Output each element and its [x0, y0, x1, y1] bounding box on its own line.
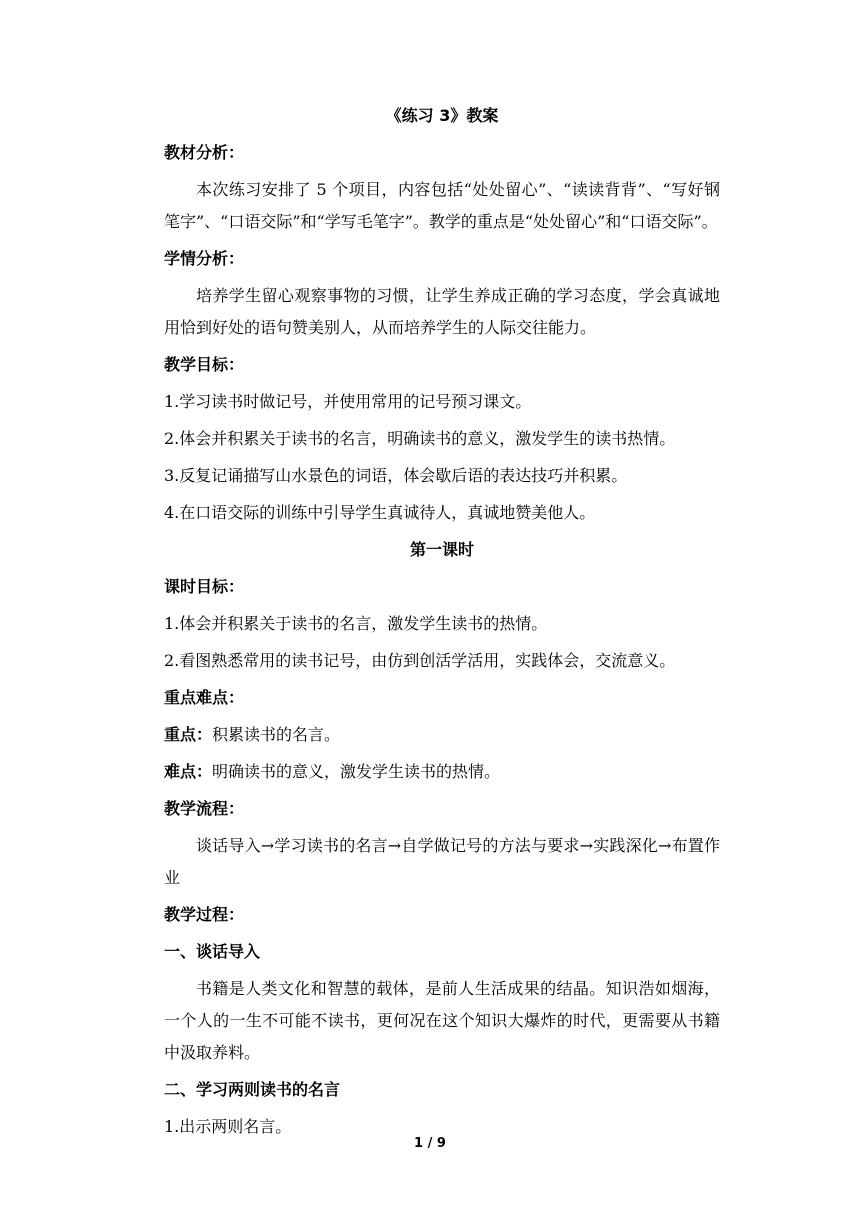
teaching-goal-item: 1.学习读书时做记号，并使用常用的记号预习课文。 — [164, 392, 532, 411]
lesson-goals-heading: 课时目标： — [164, 577, 245, 596]
difficulty-text: 明确读书的意义，激发学生读书的热情。 — [212, 762, 501, 781]
page-number: 1 / 9 — [414, 1136, 446, 1151]
key-difficulty-heading: 重点难点： — [164, 688, 245, 707]
step2-item: 1.出示两则名言。 — [164, 1117, 292, 1136]
difficulty-line — [164, 756, 720, 788]
lesson-goal-item: 2.看图熟悉常用的读书记号，由仿到创活学活用，实践体会，交流意义。 — [164, 651, 676, 670]
key-point-label: 重点： — [164, 725, 213, 744]
teaching-flow-text: 谈话导入→学习读书的名言→自学做记号的方法与要求→实践深化→布置作业 — [164, 836, 720, 887]
teaching-goal-item: 4.在口语交际的训练中引导学生真诚待人，真诚地赞美他人。 — [164, 503, 596, 522]
step1-text: 书籍是人类文化和智慧的载体，是前人生活成果的结晶。知识浩如烟海，一个人的一生不可能不读书，更何况在这个知识大爆炸的时代，更需要从书籍中汲取养料。 — [164, 979, 720, 1062]
teaching-goal-item: 3.反复记诵描写山水景色的词语，体会歇后语的表达技巧并积累。 — [164, 466, 628, 485]
document-title: 《练习 3》教案 — [385, 106, 499, 125]
key-point-line — [164, 719, 720, 751]
difficulty-label: 难点： — [164, 762, 213, 781]
teaching-process-heading: 教学过程： — [164, 905, 245, 924]
material-analysis-text: 本次练习安排了 5 个项目，内容包括“处处留心”、“读读背背”、“写好钢笔字”、“口语交际”和“学写毛笔字”。教学的重点是“处处留心”和“口语交际”。 — [164, 180, 720, 231]
student-analysis-text: 培养学生留心观察事物的习惯，让学生养成正确的学习态度，学会真诚地用恰到好处的语句赞美别人，从而培养学生的人际交往能力。 — [164, 286, 720, 337]
step2-heading: 二、学习两则读书的名言 — [164, 1080, 341, 1099]
teaching-goals-heading: 教学目标： — [164, 355, 245, 374]
student-analysis-heading: 学情分析： — [164, 249, 245, 268]
document-body — [164, 100, 720, 1143]
material-analysis-heading: 教材分析： — [164, 143, 245, 162]
step1-heading: 一、谈话导入 — [164, 942, 261, 961]
teaching-flow-heading: 教学流程： — [164, 799, 245, 818]
lesson-title: 第一课时 — [409, 540, 474, 559]
teaching-goal-item: 2.体会并积累关于读书的名言，明确读书的意义，激发学生的读书热情。 — [164, 429, 676, 448]
key-point-text: 积累读书的名言。 — [212, 725, 341, 744]
lesson-goal-item: 1.体会并积累关于读书的名言，激发学生读书的热情。 — [164, 614, 548, 633]
